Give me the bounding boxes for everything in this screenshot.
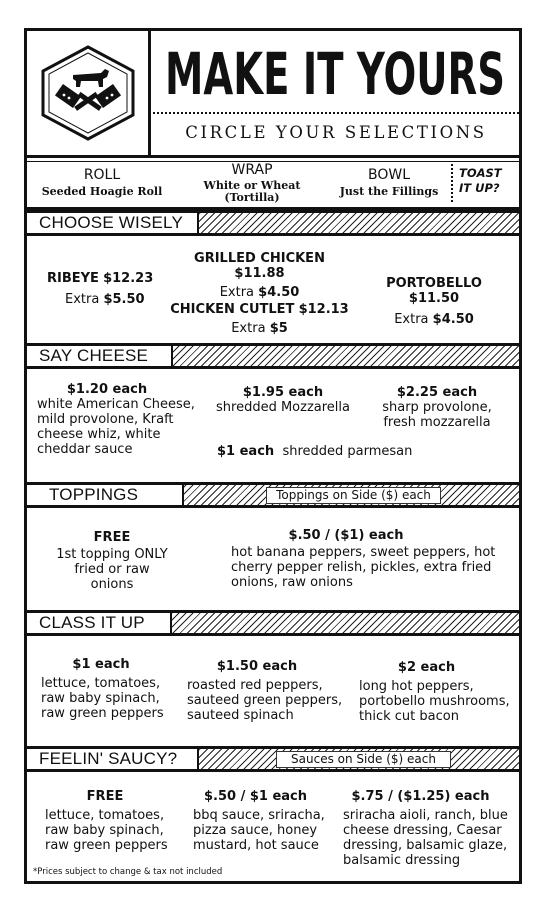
tier-items: hot banana peppers, sweet peppers, hot cherry pepper relish, pickles, extra fried onions, raw onions bbox=[231, 545, 496, 590]
item-price: $11.50 bbox=[408, 291, 460, 306]
item-name: GRILLED CHICKEN bbox=[194, 251, 325, 266]
tier-items: white American Cheese, mild provolone, Kraft cheese whiz, white cheddar sauce bbox=[37, 397, 195, 457]
section-heading: SAY CHEESE bbox=[27, 346, 173, 366]
item-name: RIBEYE bbox=[47, 271, 99, 286]
cheese-extra[interactable] bbox=[217, 444, 477, 459]
tier-price: $1 each bbox=[217, 444, 275, 459]
tier-items: sharp provolone, fresh mozzarella bbox=[382, 400, 492, 430]
tier-items: shredded parmesan bbox=[282, 444, 413, 459]
tier-price: $1.95 each bbox=[242, 385, 324, 400]
tier-price: $.50 / ($1) each bbox=[288, 528, 404, 543]
tier-price: FREE bbox=[86, 789, 124, 804]
tier-items: roasted red peppers, sauteed green peppers, sauteed spinach bbox=[187, 678, 343, 723]
sauces-side-note: Sauces on Side ($) each bbox=[276, 751, 451, 768]
tier-price: $.50 / $1 each bbox=[203, 789, 308, 804]
footnote: *Prices subject to change & tax not included bbox=[33, 867, 223, 877]
tier-price: $2 each bbox=[397, 660, 456, 675]
tier-price: FREE bbox=[93, 530, 131, 545]
menu-card bbox=[24, 28, 522, 884]
title-divider bbox=[153, 112, 519, 114]
extra-price: $5 bbox=[269, 321, 288, 336]
section-band-sauces bbox=[27, 746, 519, 772]
section-band-cheese bbox=[27, 343, 519, 369]
item-name: PORTOBELLO bbox=[386, 276, 482, 291]
section-heading: CLASS IT UP bbox=[27, 613, 172, 633]
tier-price: $1.20 each bbox=[66, 382, 148, 397]
extra-price: $5.50 bbox=[103, 292, 145, 307]
extra-label: Extra bbox=[394, 312, 429, 327]
item-price: $11.88 bbox=[234, 266, 285, 281]
extra-label: Extra bbox=[219, 285, 255, 300]
tier-items: lettuce, tomatoes, raw baby spinach, raw green peppers bbox=[41, 676, 164, 721]
section-band-toppings bbox=[27, 482, 519, 508]
base-option-detail-2: (Tortilla) bbox=[224, 191, 280, 204]
base-option-name: ROLL bbox=[83, 167, 121, 183]
page-title bbox=[151, 31, 519, 111]
toppings-paid[interactable] bbox=[231, 528, 501, 590]
protein-portobello[interactable] bbox=[359, 276, 509, 327]
base-option-roll[interactable] bbox=[27, 167, 177, 199]
cheese-col-1[interactable] bbox=[37, 382, 212, 457]
cheese-col-2[interactable] bbox=[213, 385, 353, 415]
page-subtitle: CIRCLE YOUR SELECTIONS bbox=[185, 123, 487, 142]
tier-items: 1st topping ONLY fried or raw onions bbox=[56, 547, 168, 592]
page-title-text: MAKE IT YOURS bbox=[165, 40, 505, 108]
tier-items: sriracha aioli, ranch, blue cheese dressing, Caesar dressing, balsamic glaze, balsamic dressing bbox=[343, 808, 508, 868]
section-heading: TOPPINGS bbox=[27, 485, 184, 505]
butcher-logo-icon bbox=[33, 43, 143, 143]
toast-option[interactable]: TOAST IT UP? bbox=[459, 166, 502, 195]
base-option-name: BOWL bbox=[367, 167, 411, 183]
tier-price: $1 each bbox=[72, 657, 130, 672]
base-option-name: WRAP bbox=[231, 162, 273, 178]
protein-ribeye[interactable] bbox=[47, 271, 167, 307]
tier-items: lettuce, tomatoes, raw baby spinach, raw green peppers bbox=[45, 808, 168, 853]
tier-price: $.75 / ($1.25) each bbox=[351, 789, 490, 804]
tier-price: $1.50 each bbox=[216, 659, 298, 674]
item-price: $12.13 bbox=[298, 302, 349, 317]
extra-label: Extra bbox=[65, 292, 100, 307]
toppings-free[interactable] bbox=[37, 530, 187, 592]
section-band-proteins bbox=[27, 210, 519, 236]
base-option-detail: White or Wheat bbox=[203, 179, 301, 192]
tier-items: long hot peppers, portobello mushrooms, thick cut bacon bbox=[359, 679, 510, 724]
extra-price: $4.50 bbox=[432, 312, 474, 327]
logo-panel bbox=[27, 31, 151, 155]
base-option-detail: Seeded Hoagie Roll bbox=[41, 185, 163, 198]
base-option-wrap[interactable] bbox=[187, 162, 317, 204]
sauces-col-1[interactable] bbox=[45, 789, 185, 853]
sauces-col-3[interactable] bbox=[343, 789, 513, 868]
class-col-1[interactable] bbox=[41, 657, 181, 721]
sauces-col-2[interactable] bbox=[193, 789, 333, 853]
extra-price: $4.50 bbox=[258, 285, 300, 300]
extra-label: Extra bbox=[231, 321, 266, 336]
protein-grilled-chicken[interactable] bbox=[167, 251, 352, 300]
class-col-3[interactable] bbox=[359, 660, 519, 724]
tier-items: shredded Mozzarella bbox=[216, 400, 350, 415]
cheese-col-3[interactable] bbox=[367, 385, 507, 430]
item-name: CHICKEN CUTLET bbox=[170, 302, 295, 317]
toast-divider bbox=[451, 164, 453, 202]
base-option-detail: Just the Fillings bbox=[339, 185, 439, 198]
base-options-row bbox=[27, 155, 519, 210]
base-option-bowl[interactable] bbox=[327, 167, 451, 199]
section-band-class-it-up bbox=[27, 610, 519, 636]
item-price: $12.23 bbox=[103, 271, 154, 286]
section-heading: CHOOSE WISELY bbox=[27, 213, 199, 233]
class-col-2[interactable] bbox=[187, 659, 352, 723]
tier-items: bbq sauce, sriracha, pizza sauce, honey mustard, hot sauce bbox=[193, 808, 325, 853]
section-heading: FEELIN' SAUCY? bbox=[27, 749, 199, 769]
tier-price: $2.25 each bbox=[396, 385, 478, 400]
toppings-side-note: Toppings on Side ($) each bbox=[266, 487, 441, 504]
protein-chicken-cutlet[interactable] bbox=[167, 302, 352, 336]
